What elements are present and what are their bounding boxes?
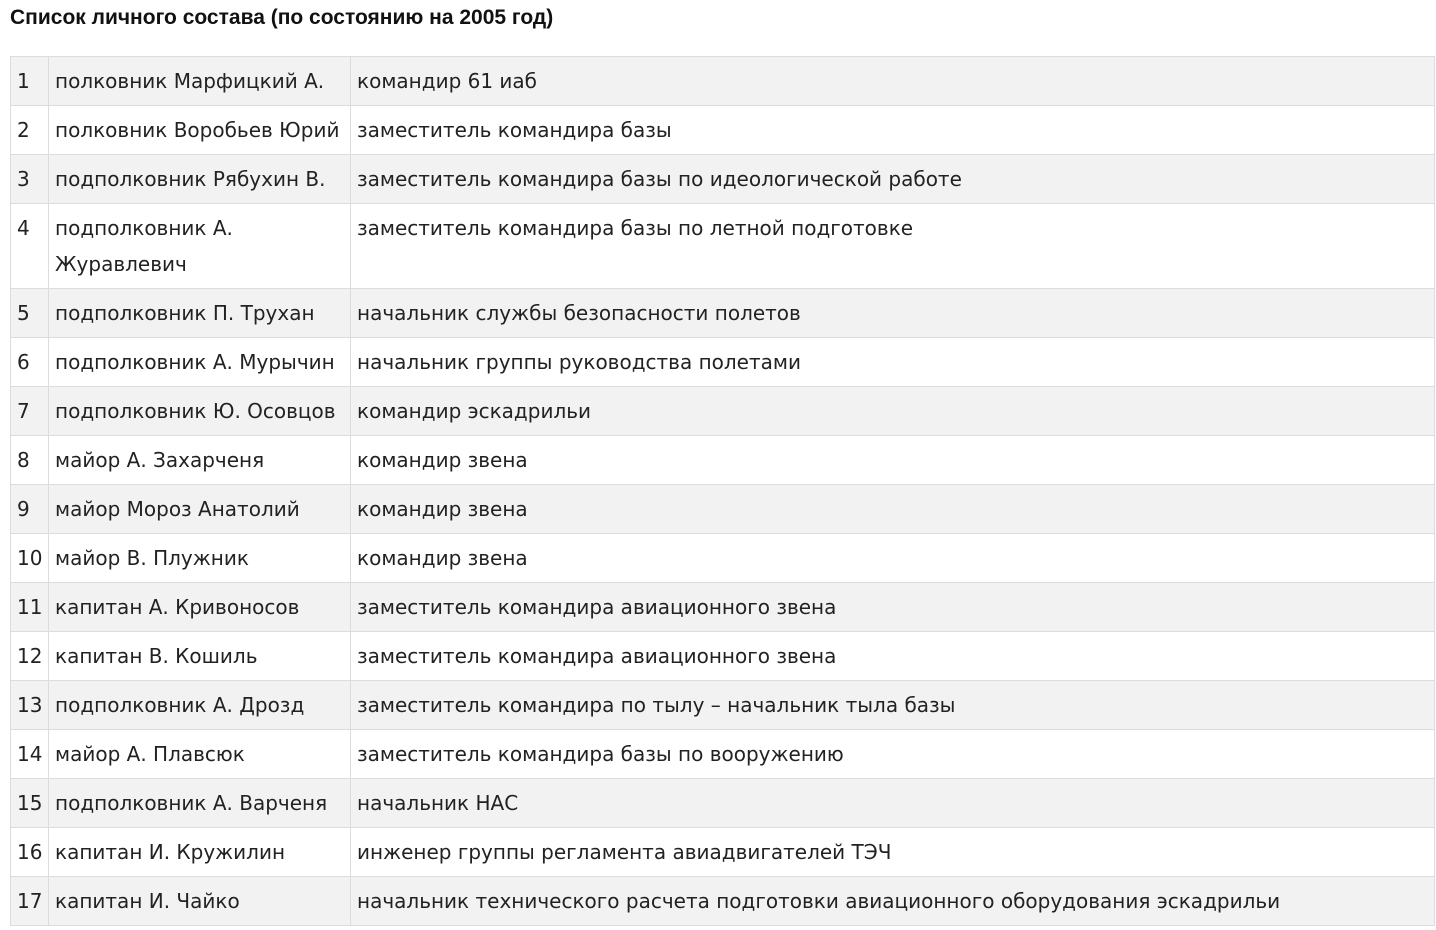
table-row xyxy=(11,632,1435,681)
personnel-table-body xyxy=(11,57,1435,926)
table-row xyxy=(11,106,1435,155)
row-number: 1 xyxy=(11,57,49,106)
person-name: подполковник А. Дрозд xyxy=(49,681,351,730)
person-position: заместитель командира авиационного звена xyxy=(351,583,1435,632)
row-number: 13 xyxy=(11,681,49,730)
table-row xyxy=(11,387,1435,436)
table-row xyxy=(11,877,1435,926)
person-position: начальник группы руководства полетами xyxy=(351,338,1435,387)
person-position: заместитель командира базы по идеологической работе xyxy=(351,155,1435,204)
table-row xyxy=(11,57,1435,106)
row-number: 17 xyxy=(11,877,49,926)
person-name: полковник Воробьев Юрий xyxy=(49,106,351,155)
person-name: подполковник А. Мурычин xyxy=(49,338,351,387)
table-row xyxy=(11,583,1435,632)
person-position: начальник службы безопасности полетов xyxy=(351,289,1435,338)
row-number: 5 xyxy=(11,289,49,338)
row-number: 7 xyxy=(11,387,49,436)
person-name: майор А. Захарченя xyxy=(49,436,351,485)
table-row xyxy=(11,155,1435,204)
person-name: майор В. Плужник xyxy=(49,534,351,583)
person-name: майор А. Плавсюк xyxy=(49,730,351,779)
table-row xyxy=(11,436,1435,485)
table-row xyxy=(11,289,1435,338)
person-position: заместитель командира базы по вооружению xyxy=(351,730,1435,779)
person-position: командир эскадрильи xyxy=(351,387,1435,436)
person-position: командир звена xyxy=(351,436,1435,485)
table-row xyxy=(11,779,1435,828)
person-name: подполковник А. Варченя xyxy=(49,779,351,828)
person-name: подполковник А. Журавлевич xyxy=(49,204,351,289)
person-name: капитан И. Кружилин xyxy=(49,828,351,877)
row-number: 8 xyxy=(11,436,49,485)
person-name: подполковник Ю. Осовцов xyxy=(49,387,351,436)
page-title: Список личного состава (по состоянию на 2005 год) xyxy=(10,6,554,29)
person-position: командир 61 иаб xyxy=(351,57,1435,106)
row-number: 9 xyxy=(11,485,49,534)
row-number: 3 xyxy=(11,155,49,204)
person-position: заместитель командира базы по летной подготовке xyxy=(351,204,1435,289)
row-number: 6 xyxy=(11,338,49,387)
row-number: 2 xyxy=(11,106,49,155)
personnel-table xyxy=(10,56,1435,926)
row-number: 12 xyxy=(11,632,49,681)
person-position: начальник технического расчета подготовки авиационного оборудования эскадрильи xyxy=(351,877,1435,926)
person-position: заместитель командира по тылу – начальник тыла базы xyxy=(351,681,1435,730)
person-position: инженер группы регламента авиадвигателей ТЭЧ xyxy=(351,828,1435,877)
person-position: командир звена xyxy=(351,534,1435,583)
table-row xyxy=(11,204,1435,289)
table-row xyxy=(11,534,1435,583)
person-name: полковник Марфицкий А. xyxy=(49,57,351,106)
table-row xyxy=(11,730,1435,779)
row-number: 16 xyxy=(11,828,49,877)
person-name: капитан В. Кошиль xyxy=(49,632,351,681)
person-position: начальник НАС xyxy=(351,779,1435,828)
row-number: 11 xyxy=(11,583,49,632)
person-name: капитан И. Чайко xyxy=(49,877,351,926)
row-number: 10 xyxy=(11,534,49,583)
row-number: 14 xyxy=(11,730,49,779)
row-number: 4 xyxy=(11,204,49,289)
person-name: майор Мороз Анатолий xyxy=(49,485,351,534)
table-row xyxy=(11,485,1435,534)
table-row xyxy=(11,681,1435,730)
person-position: командир звена xyxy=(351,485,1435,534)
person-name: подполковник П. Трухан xyxy=(49,289,351,338)
row-number: 15 xyxy=(11,779,49,828)
table-row xyxy=(11,338,1435,387)
person-name: подполковник Рябухин В. xyxy=(49,155,351,204)
person-position: заместитель командира базы xyxy=(351,106,1435,155)
table-row xyxy=(11,828,1435,877)
person-position: заместитель командира авиационного звена xyxy=(351,632,1435,681)
person-name: капитан А. Кривоносов xyxy=(49,583,351,632)
